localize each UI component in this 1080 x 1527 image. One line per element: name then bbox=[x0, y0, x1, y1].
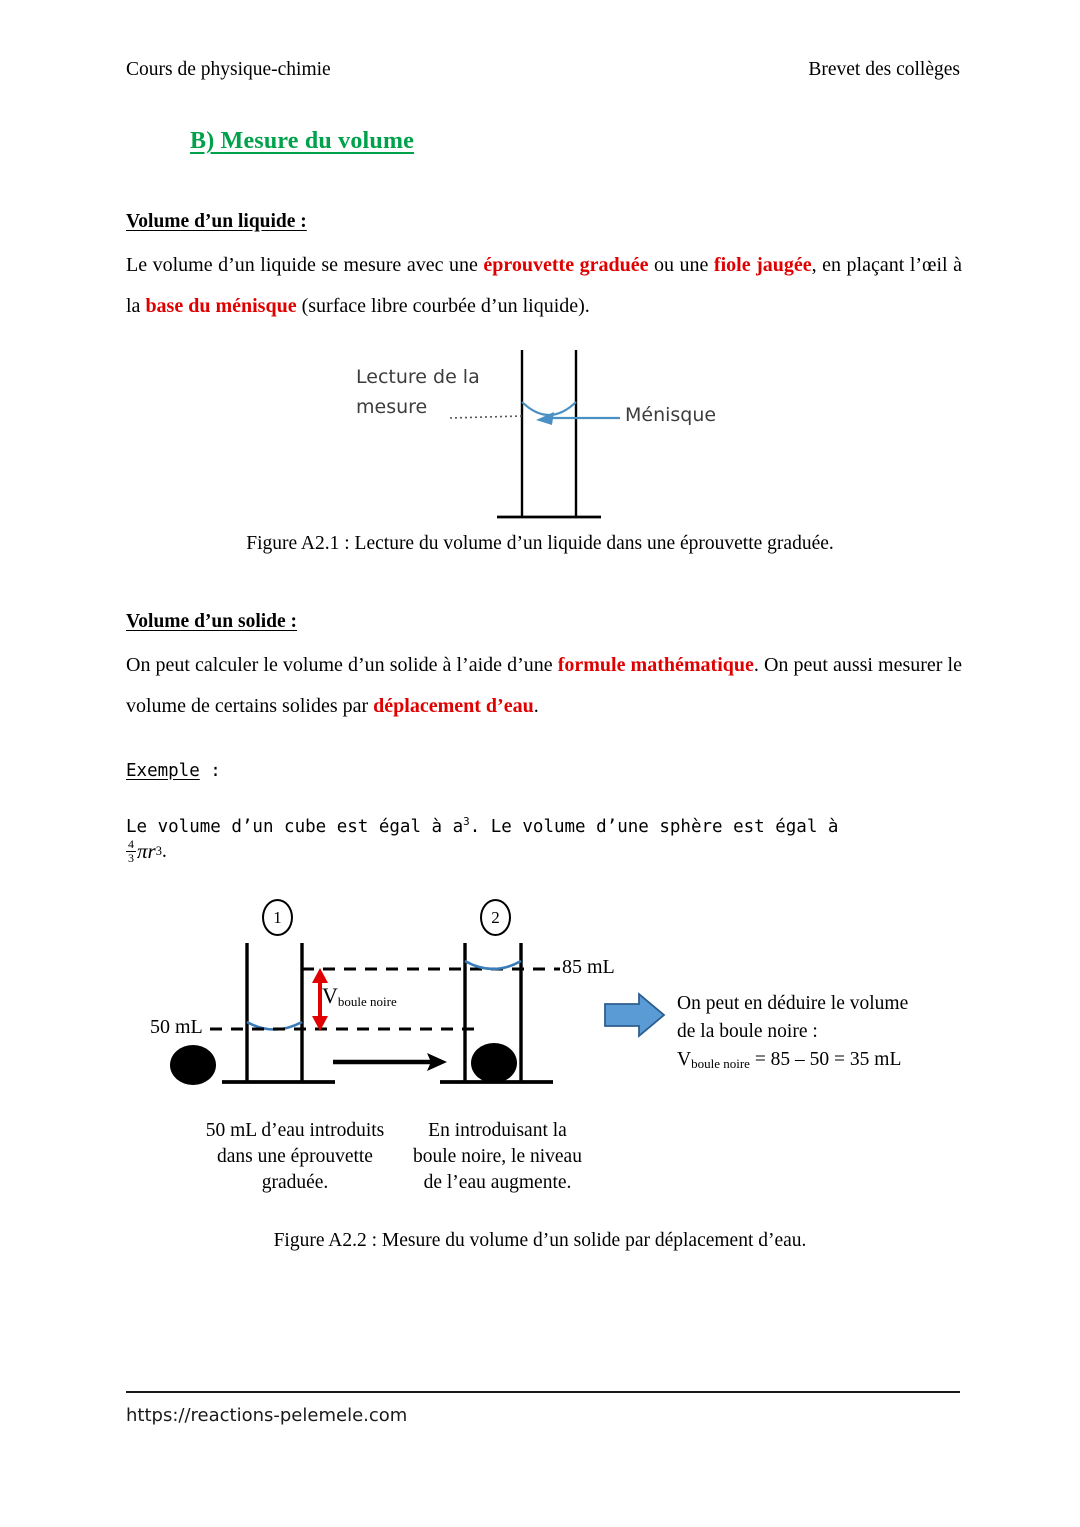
conclusion-line-1: On peut en déduire le volume bbox=[677, 993, 909, 1014]
equation-remainder: = 85 – 50 = 35 mL bbox=[749, 1049, 902, 1070]
subheading-volume-liquide: Volume d’un liquide : bbox=[126, 211, 307, 232]
highlight-fiole-jaugee: fiole jaugée bbox=[713, 254, 812, 276]
exemple-text-a: Le volume d’un cube est égal à a bbox=[126, 816, 464, 837]
exemple-label bbox=[126, 761, 221, 781]
formula-radius: r bbox=[147, 838, 156, 863]
label-menisque: Ménisque bbox=[625, 404, 717, 426]
label-v-symbol: V bbox=[322, 983, 338, 1008]
para-solide-text-a: On peut calculer le volume d’un solide à l’aide d’une bbox=[126, 654, 558, 676]
formula-pi: π bbox=[137, 838, 148, 863]
formula-period: . bbox=[161, 839, 167, 862]
formula-exponent: 3 bbox=[155, 843, 162, 858]
step-badge-1: 1 bbox=[262, 899, 293, 936]
footer-url: https://reactions-pelemele.com bbox=[126, 1405, 408, 1426]
subheading-volume-solide: Volume d’un solide : bbox=[126, 611, 298, 632]
para-text-c: , en plaçant l’œil à la bbox=[126, 254, 962, 317]
fraction-numerator: 4 bbox=[128, 837, 134, 851]
cylinder1-caption: 50 mL d’eau introduits dans une éprouvette graduée. bbox=[205, 1120, 385, 1193]
conclusion-line-2: de la boule noire : bbox=[677, 1021, 818, 1042]
figure-water-displacement bbox=[150, 885, 950, 1225]
para-text-a: Le volume d’un liquide se mesure avec une bbox=[126, 254, 484, 276]
highlight-eprouvette-graduee: éprouvette graduée bbox=[483, 254, 649, 276]
highlight-base-du-menisque: base du ménisque bbox=[145, 295, 297, 317]
running-head bbox=[126, 58, 960, 81]
para-solide-text-b: . On peut aussi mesurer le volume de certains solides par bbox=[126, 654, 962, 717]
step-badge-2: 2 bbox=[480, 899, 511, 936]
label-85ml: 85 mL bbox=[562, 956, 615, 978]
figure-caption-a21: Figure A2.1 : Lecture du volume d’un liquide dans une éprouvette graduée. bbox=[246, 533, 834, 554]
para-text-d: (surface libre courbée d’un liquide). bbox=[296, 295, 590, 317]
figure-caption-a22: Figure A2.2 : Mesure du volume d’un solide par déplacement d’eau. bbox=[273, 1230, 807, 1251]
sphere-volume-formula bbox=[126, 838, 167, 864]
fraction-denominator: 3 bbox=[128, 850, 134, 865]
exemple-word: Exemple bbox=[126, 761, 200, 781]
label-volume-boule-noire bbox=[322, 983, 397, 1009]
running-head-left: Cours de physique-chimie bbox=[126, 59, 331, 80]
meniscus-curve bbox=[522, 402, 576, 415]
paragraph-volume-solide bbox=[126, 645, 962, 727]
cylinder2-caption: En introduisant la boule noire, le niveau de l’eau augmente. bbox=[413, 1120, 582, 1193]
exemple-colon: : bbox=[199, 761, 221, 781]
highlight-formule-mathematique: formule mathématique bbox=[557, 654, 754, 676]
running-head-right: Brevet des collèges bbox=[808, 59, 960, 80]
fraction-four-thirds bbox=[126, 838, 136, 864]
footer-divider bbox=[126, 1391, 960, 1393]
equation-v-symbol: V bbox=[677, 1049, 692, 1070]
exemple-text bbox=[126, 802, 962, 847]
black-ball-outside bbox=[170, 1045, 216, 1085]
label-50ml: 50 mL bbox=[150, 1016, 203, 1038]
section-heading: B) Mesure du volume bbox=[190, 128, 415, 154]
figure-meniscus bbox=[330, 342, 770, 527]
label-lecture-de-la-mesure: Lecture de la mesure bbox=[356, 366, 480, 418]
exemple-exponent-cube: 3 bbox=[463, 815, 470, 828]
para-solide-text-c: . bbox=[533, 695, 539, 717]
conclusion-text bbox=[677, 990, 947, 1075]
paragraph-volume-liquide bbox=[126, 245, 962, 327]
conclusion-equation bbox=[677, 1046, 947, 1075]
equation-v-subscript: boule noire bbox=[691, 1056, 750, 1071]
highlight-deplacement-deau: déplacement d’eau bbox=[373, 695, 534, 717]
conclusion-block-arrow bbox=[605, 994, 664, 1036]
exemple-text-b: . Le volume d’une sphère est égal à bbox=[469, 816, 839, 837]
label-v-subscript: boule noire bbox=[337, 994, 397, 1009]
black-ball-inside bbox=[471, 1043, 517, 1083]
para-text-b: ou une bbox=[648, 254, 714, 276]
